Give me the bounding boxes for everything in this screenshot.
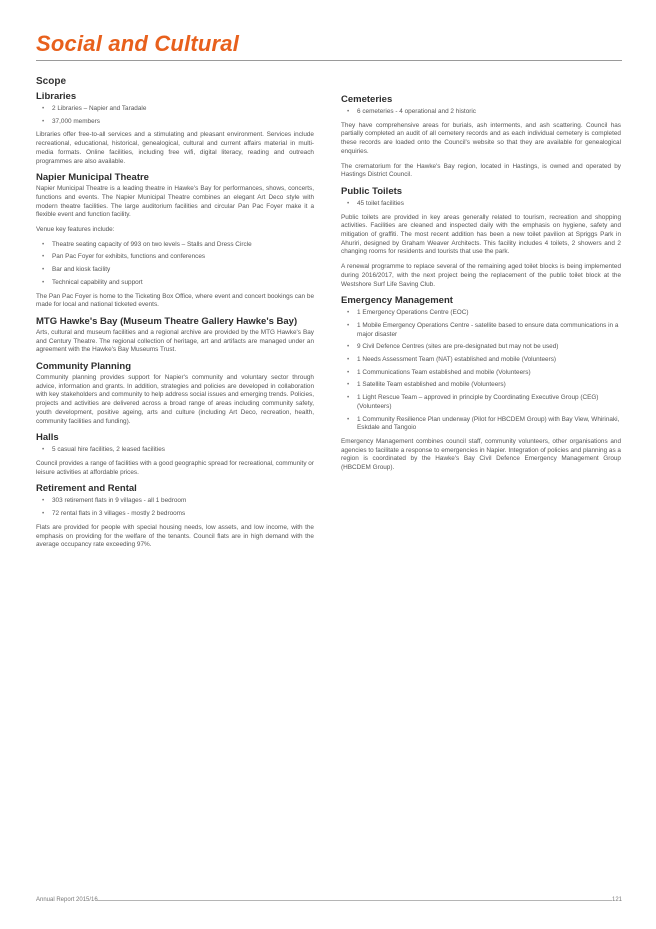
page-title: Social and Cultural: [36, 31, 240, 56]
toilets-heading: Public Toilets: [341, 185, 403, 197]
title-divider: [36, 60, 622, 61]
cemeteries-text: They have comprehensive areas for burials, ash interments, and ash scattering. Council has partially completed an audit of all cemetery records and as each individual cemetery is completed these records are loaded onto the Council's website so that they are available for genealogical enquiries.: [341, 121, 621, 155]
emergency-section: [341, 295, 621, 473]
halls-text: Council provides a range of facilities with a good geographic spread for recreational, community or leisure activities at affordable prices.: [36, 459, 314, 476]
list-item: • 1 Mobile Emergency Operations Centre - satellite based to ensure data communications in a major disaster: [341, 322, 621, 339]
list-item: • 37,000 members: [36, 118, 314, 127]
halls-list: [36, 446, 314, 455]
community-section: [36, 361, 314, 426]
list-item: • Pan Pac Foyer for exhibits, functions and conferences: [36, 253, 314, 262]
list-item: • 5 casual hire facilities, 2 leased facilities: [36, 446, 314, 455]
list-item: • 6 cemeteries - 4 operational and 2 historic: [341, 108, 621, 117]
emergency-text: Emergency Management combines council staff, community volunteers, other organisations and agencies to facilitate a response to emergencies in Napier. Integration of policies and planning as a region is coordinated by the Hawke's Bay Civil Defence Emergency Management Group (HBCDEM Group).: [341, 437, 621, 472]
libraries-text: Libraries offer free-to-all services and a stimulating and pleasant environment. Services include recreational, educational, historical, genealogical, cultural and current affairs material in multi-media formats. Online facilities, including free wifi, digital literacy, reading and outreach programmes are also available.: [36, 131, 314, 165]
community-text: Community planning provides support for Napier's community and voluntary sector through advice, information and grants. In addition, strategies and policies are developed in collaboration with key stakeholders and community to help address social issues and emerging trends. Policies, projects and activities are delivered across a broad range of areas including community safety, youth development, positive ageing, arts and culture (including Art Deco, recreation, health, community facilities and funding).: [36, 374, 314, 425]
mtg-text: Arts, cultural and museum facilities and a regional archive are provided by the MTG Hawke's Bay and Century Theatre. The regional collection of heritage, art and artifacts are managed under an agreement with the Hawke's Bay Museums Trust.: [36, 328, 314, 354]
toilets-section: [341, 186, 621, 289]
list-item: • 1 Emergency Operations Centre (EOC): [341, 309, 621, 318]
retirement-heading: Retirement and Rental: [36, 483, 137, 495]
theatre-section: [36, 172, 314, 310]
theatre-features-list: [36, 241, 314, 288]
list-item: • Theatre seating capacity of 993 on two levels – Stalls and Dress Circle: [36, 241, 314, 250]
right-column: [341, 94, 621, 479]
crematorium-text: The crematorium for the Hawke's Bay region, located in Hastings, is owned and operated by Hastings District Council.: [341, 162, 621, 179]
theatre-features-intro: Venue key features include:: [36, 226, 115, 234]
list-item: • 9 Civil Defence Centres (sites are pre-designated but may not be used): [341, 343, 621, 352]
list-item: • 1 Community Resilience Plan underway (Pilot for HBCDEM Group) with Bay View, Whirinaki, Eskdale and Tangoio: [341, 416, 621, 433]
list-item: • 72 rental flats in 3 villages - mostly 2 bedrooms: [36, 510, 314, 519]
theatre-text: Napier Municipal Theatre is a leading theatre in Hawke's Bay for performances, shows, concerts, functions and events. The Napier Municipal Theatre combines an elegant Art Deco style with modern theatre facilities. The large auditorium facilities and circular Pan Pac Foyer make it a flexible event and function facility.: [36, 185, 314, 219]
halls-section: [36, 432, 314, 477]
theatre-box-office-text: The Pan Pac Foyer is home to the Ticketing Box Office, where event and concert bookings can be made for local and national ticketed events.: [36, 292, 314, 309]
toilets-renewal-text: A renewal programme to replace several of the remaining aged toilet blocks is being implemented during 2016/2017, with the next project being the replacement of the public toilet block at the Westshore Surf Life Saving Club.: [341, 263, 621, 288]
list-item: • 1 Light Rescue Team – approved in principle by Coordinating Executive Group (CEG) (Volunteers): [341, 394, 621, 411]
retirement-list: [36, 497, 314, 518]
libraries-list: [36, 105, 314, 126]
mtg-section: [36, 316, 314, 355]
left-column: [36, 76, 314, 556]
list-item: • 1 Needs Assessment Team (NAT) established and mobile (Volunteers): [341, 356, 621, 365]
toilets-list: [341, 200, 621, 209]
toilets-text: Public toilets are provided in key areas generally related to tourism, recreation and shopping activities. Facilities are cleaned and inspected daily with the emphasis on hygiene, safety and mitigation of graffiti. The most recent addition has been a new toilet pavilion at Spriggs Park in Ahuriri, designed by Graham Weaver Architects. This facility includes 4 toilets, 2 showers and 2 changing rooms for residents and tourists that use the park.: [341, 213, 621, 256]
cemeteries-list: [341, 108, 621, 117]
list-item: • 1 Satellite Team established and mobile (Volunteers): [341, 381, 621, 390]
libraries-section: [36, 91, 314, 166]
footer-divider: [97, 900, 612, 901]
cemeteries-section: [341, 94, 621, 180]
emergency-list: [341, 309, 621, 433]
community-heading: Community Planning: [36, 361, 131, 373]
list-item: • 303 retirement flats in 9 villages - all 1 bedroom: [36, 497, 314, 506]
list-item: • Technical capability and support: [36, 279, 314, 288]
page-number: 121: [611, 897, 622, 903]
emergency-heading: Emergency Management: [341, 295, 453, 307]
list-item: • 45 toilet facilities: [341, 200, 621, 209]
retirement-section: [36, 483, 314, 550]
list-item: • Bar and kiosk facility: [36, 266, 314, 275]
footer-report-title: Annual Report 2015/16: [36, 897, 98, 903]
mtg-heading: MTG Hawke's Bay (Museum Theatre Gallery Hawke's Bay): [36, 315, 298, 327]
list-item: • 1 Communications Team established and mobile (Volunteers): [341, 369, 621, 378]
retirement-text: Flats are provided for people with special housing needs, low assets, and low income, with the emphasis on providing for the welfare of the tenants. Council flats are in high demand with the average occupancy rate exceeding 97%.: [36, 523, 314, 549]
libraries-heading: Libraries: [36, 91, 77, 102]
theatre-heading: Napier Municipal Theatre: [36, 172, 149, 184]
halls-heading: Halls: [36, 432, 59, 444]
list-item: • 2 Libraries – Napier and Taradale: [36, 105, 314, 114]
cemeteries-heading: Cemeteries: [341, 94, 393, 105]
scope-heading: Scope: [36, 76, 67, 87]
